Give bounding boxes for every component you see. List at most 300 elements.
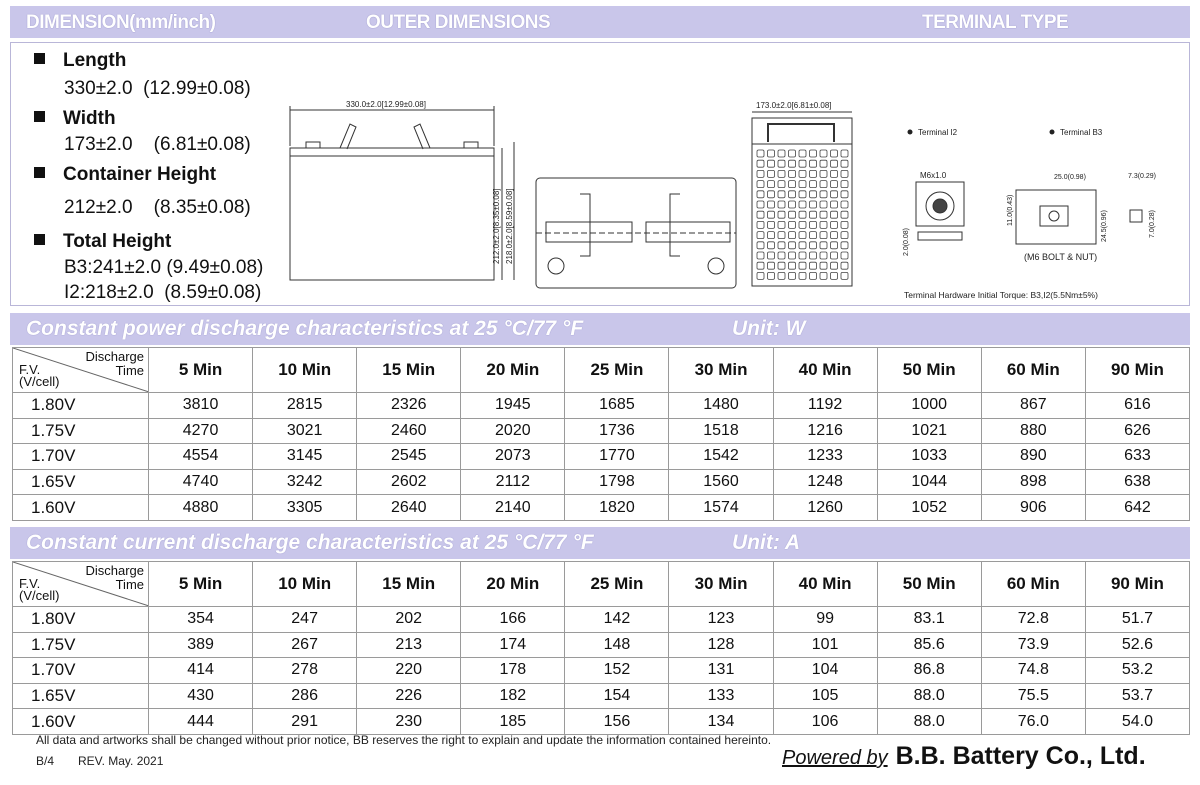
- bolt-nut-label: (M6 BOLT & NUT): [1024, 252, 1098, 262]
- grid-cell: [789, 160, 796, 167]
- grid-cell: [810, 191, 817, 198]
- grid-cell: [757, 150, 764, 157]
- bullet-square-icon: [34, 53, 45, 64]
- grid-cell: [820, 181, 827, 188]
- width-value: 173±2.0 (6.81±0.08): [64, 134, 251, 155]
- power-value-cell: 4554: [149, 444, 253, 470]
- power-value-cell: 638: [1085, 469, 1189, 495]
- power-value-cell: 1021: [877, 418, 981, 444]
- final-voltage-cell: 1.80V: [13, 607, 149, 633]
- current-table: [12, 561, 1190, 735]
- current-value-cell: 291: [253, 709, 357, 735]
- grid-cell: [841, 170, 848, 177]
- column-header: 50 Min: [877, 562, 981, 607]
- current-value-cell: 86.8: [877, 658, 981, 684]
- current-value-cell: 88.0: [877, 709, 981, 735]
- b3-offset-dimension: 7.3(0.29): [1128, 173, 1157, 180]
- table-row: [13, 444, 1190, 470]
- power-value-cell: 2545: [357, 444, 461, 470]
- grid-cell: [841, 160, 848, 167]
- current-value-cell: 152: [565, 658, 669, 684]
- current-value-cell: 54.0: [1085, 709, 1189, 735]
- column-header: 90 Min: [1085, 562, 1189, 607]
- grid-cell: [799, 242, 806, 249]
- grid-cell: [820, 221, 827, 228]
- power-value-cell: 867: [981, 393, 1085, 419]
- current-value-cell: 213: [357, 632, 461, 658]
- column-header: 20 Min: [461, 348, 565, 393]
- grid-cell: [831, 181, 838, 188]
- grid-cell: [789, 211, 796, 218]
- power-value-cell: 1248: [773, 469, 877, 495]
- grid-cell: [768, 272, 775, 279]
- current-value-cell: 76.0: [981, 709, 1085, 735]
- current-value-cell: 105: [773, 683, 877, 709]
- power-value-cell: 1574: [669, 495, 773, 521]
- power-value-cell: 1044: [877, 469, 981, 495]
- container-height-heading: Container Height: [34, 164, 216, 186]
- grid-cell: [768, 242, 775, 249]
- current-value-cell: 83.1: [877, 607, 981, 633]
- table-header-row: [13, 348, 1190, 393]
- grid-cell: [810, 181, 817, 188]
- current-value-cell: 185: [461, 709, 565, 735]
- column-header: 60 Min: [981, 348, 1085, 393]
- grid-cell: [799, 160, 806, 167]
- corner-fv-label: F.V.: [19, 576, 41, 591]
- grid-cell: [789, 201, 796, 208]
- brand-line: [782, 742, 1146, 771]
- grid-cell: [831, 242, 838, 249]
- bullet-square-icon: [34, 234, 45, 245]
- grid-cell: [810, 272, 817, 279]
- bullet-dot-icon: [908, 130, 913, 135]
- current-value-cell: 278: [253, 658, 357, 684]
- final-voltage-cell: 1.65V: [13, 683, 149, 709]
- i2-height-dimension: 2.0(0.08): [903, 227, 910, 256]
- grid-cell: [810, 232, 817, 239]
- grid-cell: [810, 252, 817, 259]
- table-row: [13, 469, 1190, 495]
- grid-cell: [768, 252, 775, 259]
- grid-cell: [820, 170, 827, 177]
- grid-cell: [757, 262, 764, 269]
- final-voltage-cell: 1.60V: [13, 495, 149, 521]
- current-value-cell: 74.8: [981, 658, 1085, 684]
- grid-cell: [799, 232, 806, 239]
- grid-cell: [768, 181, 775, 188]
- outer-dimensions-heading: OUTER DIMENSIONS: [366, 12, 551, 33]
- grid-cell: [778, 262, 785, 269]
- terminal-drawing: [890, 120, 1180, 300]
- container-height-value: 212±2.0 (8.35±0.08): [64, 197, 251, 218]
- grid-cell: [757, 211, 764, 218]
- power-value-cell: 898: [981, 469, 1085, 495]
- table-row: [13, 607, 1190, 633]
- current-value-cell: 85.6: [877, 632, 981, 658]
- grid-cell: [820, 201, 827, 208]
- power-value-cell: 1685: [565, 393, 669, 419]
- column-header: 90 Min: [1085, 348, 1189, 393]
- table-row: [13, 393, 1190, 419]
- power-value-cell: 2602: [357, 469, 461, 495]
- final-voltage-cell: 1.80V: [13, 393, 149, 419]
- grid-cell: [757, 221, 764, 228]
- b3-nut-dimension: 7.0(0.28): [1149, 209, 1156, 238]
- power-value-cell: 1260: [773, 495, 877, 521]
- current-value-cell: 430: [149, 683, 253, 709]
- length-value: 330±2.0 (12.99±0.08): [64, 78, 251, 99]
- grid-cell: [778, 221, 785, 228]
- table-row: [13, 658, 1190, 684]
- grid-cell: [778, 191, 785, 198]
- torque-note: Terminal Hardware Initial Torque: B3,I2(5.5Nm±5%): [904, 290, 1098, 300]
- footer-page-number: B/4: [36, 754, 55, 768]
- grid-cell: [831, 201, 838, 208]
- power-value-cell: 2815: [253, 393, 357, 419]
- current-value-cell: 106: [773, 709, 877, 735]
- grid-cell: [841, 221, 848, 228]
- column-header: 30 Min: [669, 348, 773, 393]
- corner-time-label: Time: [115, 363, 144, 378]
- grid-cell: [757, 191, 764, 198]
- grid-cell: [810, 150, 817, 157]
- grid-cell: [841, 191, 848, 198]
- grid-cell: [789, 170, 796, 177]
- current-value-cell: 148: [565, 632, 669, 658]
- current-value-cell: 128: [669, 632, 773, 658]
- grid-cell: [810, 170, 817, 177]
- container-height-dimension: 212.0±2.0[8.35±0.08]: [492, 188, 501, 264]
- column-header: 30 Min: [669, 562, 773, 607]
- grid-cell: [778, 150, 785, 157]
- column-header: 15 Min: [357, 562, 461, 607]
- current-value-cell: 286: [253, 683, 357, 709]
- current-value-cell: 202: [357, 607, 461, 633]
- grid-cell: [810, 242, 817, 249]
- table-row: [13, 632, 1190, 658]
- power-value-cell: 3145: [253, 444, 357, 470]
- final-voltage-cell: 1.75V: [13, 632, 149, 658]
- table-row: [13, 418, 1190, 444]
- grid-cell: [768, 201, 775, 208]
- grid-cell: [841, 272, 848, 279]
- power-value-cell: 1233: [773, 444, 877, 470]
- current-value-cell: 88.0: [877, 683, 981, 709]
- grid-cell: [778, 211, 785, 218]
- current-unit: Unit: A: [732, 531, 801, 554]
- power-value-cell: 880: [981, 418, 1085, 444]
- power-value-cell: 2073: [461, 444, 565, 470]
- current-value-cell: 156: [565, 709, 669, 735]
- current-value-cell: 123: [669, 607, 773, 633]
- power-value-cell: 626: [1085, 418, 1189, 444]
- power-value-cell: 1945: [461, 393, 565, 419]
- grid-cell: [768, 150, 775, 157]
- grid-cell: [789, 272, 796, 279]
- grid-cell: [757, 252, 764, 259]
- b3-height-dimension: 11.0(0.43): [1007, 194, 1014, 226]
- power-value-cell: 1192: [773, 393, 877, 419]
- bullet-square-icon: [34, 167, 45, 178]
- power-value-cell: 1000: [877, 393, 981, 419]
- grid-cell: [789, 262, 796, 269]
- power-table-body: [13, 393, 1190, 521]
- grid-cell: [768, 211, 775, 218]
- grid-cell: [768, 170, 775, 177]
- power-value-cell: 890: [981, 444, 1085, 470]
- top-view: [536, 178, 736, 288]
- current-value-cell: 52.6: [1085, 632, 1189, 658]
- grid-cell: [810, 262, 817, 269]
- grid-cell: [841, 211, 848, 218]
- column-header: 40 Min: [773, 562, 877, 607]
- grid-cell: [778, 160, 785, 167]
- grid-cell: [757, 272, 764, 279]
- current-value-cell: 178: [461, 658, 565, 684]
- side-view-drawing: [748, 96, 868, 296]
- grid-cell: [778, 170, 785, 177]
- bullet-dot-icon: [1050, 130, 1055, 135]
- grid-cell: [841, 232, 848, 239]
- grid-cell: [789, 150, 796, 157]
- b3-width-dimension: 25.0(0.98): [1054, 174, 1086, 181]
- grid-cell: [810, 201, 817, 208]
- current-value-cell: 104: [773, 658, 877, 684]
- grid-cell: [820, 242, 827, 249]
- column-header: 40 Min: [773, 348, 877, 393]
- power-table: [12, 347, 1190, 521]
- current-value-cell: 72.8: [981, 607, 1085, 633]
- grid-cell: [757, 242, 764, 249]
- side-width-dimension: 173.0±2.0[6.81±0.08]: [756, 101, 832, 110]
- grid-cell: [789, 242, 796, 249]
- current-value-cell: 154: [565, 683, 669, 709]
- grid-cell: [778, 242, 785, 249]
- grid-cell: [810, 160, 817, 167]
- column-header: 15 Min: [357, 348, 461, 393]
- column-header: 5 Min: [149, 348, 253, 393]
- grid-cell: [799, 201, 806, 208]
- current-value-cell: 354: [149, 607, 253, 633]
- column-header: 50 Min: [877, 348, 981, 393]
- powered-by-label: Powered by: [782, 747, 888, 769]
- current-value-cell: 166: [461, 607, 565, 633]
- power-section-band: [10, 313, 1190, 345]
- corner-fv-label: F.V.: [19, 362, 41, 377]
- power-value-cell: 1033: [877, 444, 981, 470]
- power-value-cell: 2140: [461, 495, 565, 521]
- footer-revision: REV. May. 2021: [78, 754, 164, 768]
- grid-cell: [820, 272, 827, 279]
- current-value-cell: 182: [461, 683, 565, 709]
- current-value-cell: 220: [357, 658, 461, 684]
- grid-cell: [778, 252, 785, 259]
- final-voltage-cell: 1.60V: [13, 709, 149, 735]
- power-value-cell: 1480: [669, 393, 773, 419]
- current-value-cell: 101: [773, 632, 877, 658]
- grid-cell: [789, 232, 796, 239]
- final-voltage-cell: 1.65V: [13, 469, 149, 495]
- b3-total-height-dimension: 24.5(0.96): [1101, 210, 1108, 242]
- grid-cell: [831, 262, 838, 269]
- current-section-band: [10, 527, 1190, 559]
- grid-cell: [778, 272, 785, 279]
- power-value-cell: 1770: [565, 444, 669, 470]
- grid-cell: [799, 191, 806, 198]
- grid-cell: [831, 272, 838, 279]
- power-value-cell: 906: [981, 495, 1085, 521]
- power-value-cell: 3242: [253, 469, 357, 495]
- current-value-cell: 73.9: [981, 632, 1085, 658]
- power-value-cell: 2640: [357, 495, 461, 521]
- power-value-cell: 1052: [877, 495, 981, 521]
- grid-cell: [789, 252, 796, 259]
- dimension-header-band: [10, 6, 1190, 38]
- current-value-cell: 51.7: [1085, 607, 1189, 633]
- power-value-cell: 3305: [253, 495, 357, 521]
- grid-cell: [768, 232, 775, 239]
- grid-cell: [799, 181, 806, 188]
- table-row: [13, 683, 1190, 709]
- power-value-cell: 1736: [565, 418, 669, 444]
- grid-cell: [820, 232, 827, 239]
- corner-vcell-label: (V/cell): [19, 374, 60, 389]
- power-value-cell: 1798: [565, 469, 669, 495]
- corner-time-label: Time: [115, 577, 144, 592]
- current-value-cell: 53.2: [1085, 658, 1189, 684]
- grid-cell: [831, 252, 838, 259]
- grid-cell: [841, 242, 848, 249]
- current-value-cell: 99: [773, 607, 877, 633]
- table-header-row: [13, 562, 1190, 607]
- column-header: 20 Min: [461, 562, 565, 607]
- power-value-cell: 2460: [357, 418, 461, 444]
- grid-cell: [789, 181, 796, 188]
- grid-cell: [778, 201, 785, 208]
- grid-cell: [757, 170, 764, 177]
- grid-cell: [789, 221, 796, 228]
- power-value-cell: 1542: [669, 444, 773, 470]
- grid-cell: [789, 191, 796, 198]
- current-table-body: [13, 607, 1190, 735]
- current-value-cell: 230: [357, 709, 461, 735]
- power-value-cell: 2020: [461, 418, 565, 444]
- corner-discharge-label: Discharge: [85, 563, 144, 578]
- dimension-heading: DIMENSION(mm/inch): [26, 12, 216, 33]
- column-header: 10 Min: [253, 348, 357, 393]
- grid-cell: [757, 160, 764, 167]
- power-value-cell: 2112: [461, 469, 565, 495]
- power-value-cell: 4270: [149, 418, 253, 444]
- power-value-cell: 3810: [149, 393, 253, 419]
- current-value-cell: 226: [357, 683, 461, 709]
- grid-cell: [799, 150, 806, 157]
- total-height-b3-value: B3:241±2.0 (9.49±0.08): [64, 257, 264, 278]
- power-value-cell: 1216: [773, 418, 877, 444]
- grid-cell: [757, 201, 764, 208]
- grid-cell: [831, 232, 838, 239]
- grid-cell: [820, 262, 827, 269]
- power-value-cell: 1820: [565, 495, 669, 521]
- grid-cell: [757, 232, 764, 239]
- footer-notice: All data and artworks shall be changed without prior notice, BB reserves the right to explain and update the information contained hereinto.: [36, 733, 772, 747]
- table-row: [13, 709, 1190, 735]
- grid-cell: [799, 272, 806, 279]
- grid-cell: [768, 191, 775, 198]
- current-value-cell: 75.5: [981, 683, 1085, 709]
- length-heading: Length: [34, 50, 126, 72]
- current-value-cell: 133: [669, 683, 773, 709]
- current-value-cell: 389: [149, 632, 253, 658]
- power-unit: Unit: W: [732, 317, 806, 340]
- grid-cell: [831, 211, 838, 218]
- current-value-cell: 134: [669, 709, 773, 735]
- grid-cell: [799, 221, 806, 228]
- final-voltage-cell: 1.70V: [13, 658, 149, 684]
- current-value-cell: 142: [565, 607, 669, 633]
- grid-cell: [831, 150, 838, 157]
- front-view: [290, 106, 514, 280]
- width-heading: Width: [34, 108, 116, 130]
- grid-cell: [768, 221, 775, 228]
- table-corner-cell: [13, 348, 149, 393]
- power-value-cell: 4740: [149, 469, 253, 495]
- column-header: 10 Min: [253, 562, 357, 607]
- grid-cell: [831, 160, 838, 167]
- grid-cell: [841, 252, 848, 259]
- column-header: 60 Min: [981, 562, 1085, 607]
- current-value-cell: 247: [253, 607, 357, 633]
- power-value-cell: 2326: [357, 393, 461, 419]
- table-row: [13, 495, 1190, 521]
- corner-vcell-label: (V/cell): [19, 588, 60, 603]
- final-voltage-cell: 1.75V: [13, 418, 149, 444]
- terminal-i2-label: Terminal I2: [918, 128, 958, 137]
- current-section-title: Constant current discharge characteristics at 25 °C/77 °F: [26, 531, 594, 554]
- side-view-grid: [757, 150, 848, 279]
- power-value-cell: 1560: [669, 469, 773, 495]
- total-height-heading: Total Height: [34, 231, 171, 253]
- column-header: 25 Min: [565, 562, 669, 607]
- grid-cell: [810, 221, 817, 228]
- current-value-cell: 267: [253, 632, 357, 658]
- grid-cell: [820, 252, 827, 259]
- grid-cell: [820, 211, 827, 218]
- power-value-cell: 616: [1085, 393, 1189, 419]
- terminal-type-heading: TERMINAL TYPE: [922, 12, 1069, 33]
- grid-cell: [768, 160, 775, 167]
- power-value-cell: 4880: [149, 495, 253, 521]
- corner-discharge-label: Discharge: [85, 349, 144, 364]
- front-width-dimension: 330.0±2.0[12.99±0.08]: [346, 100, 426, 109]
- column-header: 25 Min: [565, 348, 669, 393]
- grid-cell: [799, 211, 806, 218]
- grid-cell: [799, 170, 806, 177]
- grid-cell: [778, 181, 785, 188]
- final-voltage-cell: 1.70V: [13, 444, 149, 470]
- grid-cell: [820, 191, 827, 198]
- grid-cell: [841, 262, 848, 269]
- total-height-dimension: 218.0±2.0[8.59±0.08]: [505, 188, 514, 264]
- power-section-title: Constant power discharge characteristics at 25 °C/77 °F: [26, 317, 584, 340]
- bullet-square-icon: [34, 111, 45, 122]
- current-value-cell: 414: [149, 658, 253, 684]
- grid-cell: [757, 181, 764, 188]
- company-name: B.B. Battery Co., Ltd.: [895, 742, 1146, 770]
- grid-cell: [768, 262, 775, 269]
- grid-cell: [799, 262, 806, 269]
